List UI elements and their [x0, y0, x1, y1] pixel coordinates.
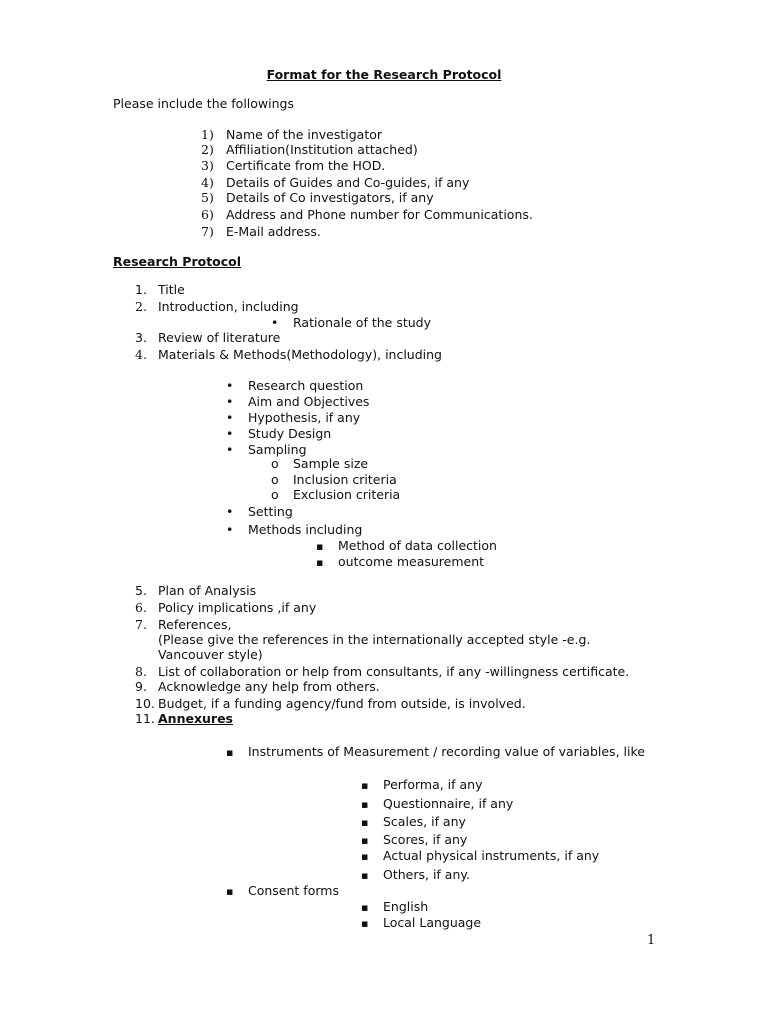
protocol-item: 2. Introduction, including	[135, 299, 299, 314]
square-bullet-icon	[361, 796, 383, 812]
protocol-item: 8. List of collaboration or help from consultants, if any -willingness certificate.	[135, 664, 630, 679]
sub-bullet-item: ▪outcome measurement	[316, 554, 484, 570]
sub-bullet-item: oSample size	[271, 456, 368, 471]
protocol-item: 4. Materials & Methods(Methodology), including	[135, 347, 442, 362]
bullet-icon	[226, 504, 248, 519]
square-bullet-icon	[316, 538, 338, 554]
sub-bullet-item: ▪Method of data collection	[316, 538, 497, 554]
sub-bullet-item: ▪Performa, if any	[361, 777, 483, 793]
protocol-note: Vancouver style)	[158, 647, 263, 662]
square-bullet-icon	[361, 899, 383, 915]
square-bullet-icon	[361, 848, 383, 864]
square-bullet-icon	[226, 744, 248, 760]
sub-bullet-item: ▪Questionnaire, if any	[361, 796, 513, 812]
bullet-icon	[226, 426, 248, 441]
bullet-item: •Research question	[226, 378, 363, 393]
page-number: 1	[647, 933, 656, 948]
sub-bullet-item: ▪Scales, if any	[361, 814, 466, 830]
page-title: Format for the Research Protocol	[266, 67, 502, 82]
protocol-item: 7. References,	[135, 617, 232, 632]
square-bullet-icon	[316, 554, 338, 570]
bullet-item: •Setting	[226, 504, 293, 519]
list-item: 5) Details of Co investigators, if any	[201, 190, 434, 205]
protocol-item: 5. Plan of Analysis	[135, 583, 257, 598]
sub-bullet-item: ▪Scores, if any	[361, 832, 467, 848]
protocol-item: 10. Budget, if a funding agency/fund from outside, is involved.	[135, 696, 526, 711]
sub-bullet-item: ▪English	[361, 899, 428, 915]
square-bullet-icon	[226, 883, 248, 899]
protocol-note: (Please give the references in the internationally accepted style -e.g.	[158, 632, 591, 647]
bullet-icon	[226, 394, 248, 409]
list-item: 4) Details of Guides and Co-guides, if any	[201, 175, 470, 190]
bullet-item: •Study Design	[226, 426, 331, 441]
bullet-icon	[226, 522, 248, 537]
circle-bullet-icon	[271, 456, 293, 471]
protocol-item: 9. Acknowledge any help from others.	[135, 679, 380, 694]
square-bullet-icon	[361, 777, 383, 793]
sub-bullet-item: oExclusion criteria	[271, 487, 400, 502]
sub-bullet-item: ▪Local Language	[361, 915, 481, 931]
annexure-item: ▪Consent forms	[226, 883, 339, 899]
list-item: 2) Affiliation(Institution attached)	[201, 142, 418, 157]
sub-bullet-item: ▪Actual physical instruments, if any	[361, 848, 599, 864]
circle-bullet-icon	[271, 487, 293, 502]
annexure-item: ▪Instruments of Measurement / recording value of variables, like	[226, 744, 645, 760]
list-item: 7) E-Mail address.	[201, 224, 321, 239]
bullet-item: •Sampling	[226, 442, 307, 457]
bullet-icon	[226, 410, 248, 425]
sub-bullet-item: ▪Others, if any.	[361, 867, 470, 883]
list-item: 6) Address and Phone number for Communications.	[201, 207, 533, 222]
square-bullet-icon	[361, 814, 383, 830]
bullet-icon	[271, 315, 293, 330]
protocol-item: 1. Title	[135, 282, 185, 297]
bullet-icon	[226, 442, 248, 457]
list-item: 3) Certificate from the HOD.	[201, 158, 386, 173]
bullet-item: •Aim and Objectives	[226, 394, 369, 409]
protocol-item: 11. Annexures	[135, 711, 233, 726]
list-item: 1) Name of the investigator	[201, 127, 383, 142]
bullet-item: •Methods including	[226, 522, 362, 537]
circle-bullet-icon	[271, 472, 293, 487]
bullet-icon	[226, 378, 248, 393]
protocol-item: 6. Policy implications ,if any	[135, 600, 317, 615]
protocol-item: 3. Review of literature	[135, 330, 281, 345]
bullet-item: •Rationale of the study	[271, 315, 431, 330]
square-bullet-icon	[361, 915, 383, 931]
sub-bullet-item: oInclusion criteria	[271, 472, 397, 487]
section-heading: Research Protocol	[113, 254, 242, 269]
square-bullet-icon	[361, 867, 383, 883]
square-bullet-icon	[361, 832, 383, 848]
intro-text: Please include the followings	[113, 96, 294, 111]
bullet-item: •Hypothesis, if any	[226, 410, 360, 425]
